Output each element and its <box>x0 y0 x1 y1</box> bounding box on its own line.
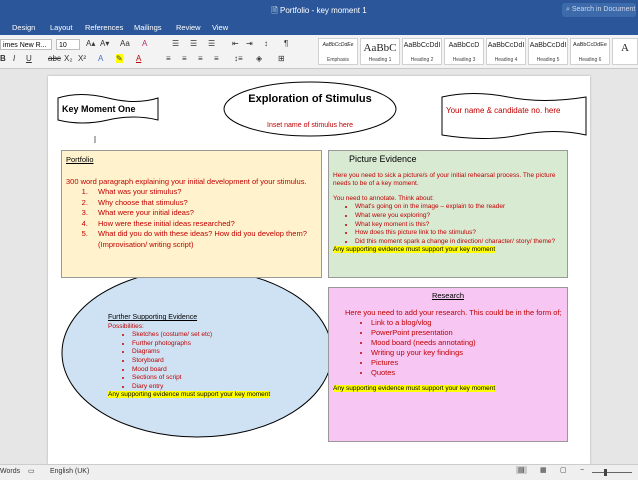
shading-icon[interactable]: ◈ <box>256 54 263 63</box>
tab-references[interactable]: References <box>85 23 124 32</box>
list-item: • Link to a blog/vlog <box>371 318 563 328</box>
underline-icon[interactable]: U <box>26 54 32 63</box>
text-effects-icon[interactable]: A <box>98 54 104 63</box>
list-item: • PowerPoint presentation <box>371 328 563 338</box>
document-page[interactable] <box>48 76 590 464</box>
zoom-out-icon[interactable]: − <box>580 467 585 474</box>
list-item: • What's going on in the image – explain to the reader <box>355 203 563 212</box>
tab-mailings[interactable]: Mailings <box>134 23 162 32</box>
research-footer: Any supporting evidence must support your key moment <box>333 385 496 392</box>
search-icon: ⌕ <box>566 6 570 13</box>
ribbon-toolbar <box>0 35 638 69</box>
title-bar <box>0 0 638 22</box>
picture-intro: Here you need to sick a picture/s of your initial rehearsal process. The picture needs to be of a key moment. <box>333 171 556 188</box>
picture-heading: Picture Evidence <box>349 154 417 164</box>
tab-layout[interactable]: Layout <box>50 23 73 32</box>
portfolio-list <box>66 187 317 250</box>
tab-review[interactable]: Review <box>176 23 201 32</box>
zoom-slider-handle[interactable] <box>604 469 607 476</box>
list-item: • What were you exploring? <box>355 212 563 221</box>
tab-view[interactable]: View <box>212 23 229 32</box>
stimulus-placeholder: Inset name of stimulus here <box>267 122 353 129</box>
research-bullets <box>333 318 563 378</box>
superscript-icon[interactable]: X² <box>78 54 86 63</box>
font-color-icon[interactable]: A <box>136 54 142 63</box>
picture-evidence-box[interactable] <box>328 150 568 278</box>
word-count[interactable]: Words <box>0 468 21 475</box>
list-item: • Did this moment spark a change in direction/ character/ story/ theme? <box>355 238 563 247</box>
banner-shape-right <box>442 94 586 139</box>
list-item: 4. How were these initial ideas researched? <box>90 219 317 230</box>
list-item: • Diagrams <box>132 348 288 357</box>
pilcrow-icon[interactable]: ¶ <box>284 39 289 48</box>
research-box[interactable] <box>328 287 568 442</box>
list-item: 3. What were your initial ideas? <box>90 208 317 219</box>
style-heading-1[interactable]: AaBbC Heading 1 <box>360 38 400 65</box>
print-layout-icon[interactable]: ▤ <box>518 467 525 474</box>
web-layout-icon[interactable]: ▦ <box>540 467 547 474</box>
portfolio-heading: Portfolio <box>66 155 94 164</box>
picture-annotate: You need to annotate. Think about: <box>333 194 434 202</box>
italic-icon[interactable]: I <box>13 54 16 63</box>
list-item: • Pictures <box>371 358 563 368</box>
name-placeholder: Your name & candidate no. here <box>446 106 561 115</box>
picture-footer: Any supporting evidence must support your key moment <box>333 246 496 254</box>
highlight-icon[interactable]: ✎ <box>116 54 123 63</box>
font-name-select[interactable]: imes New R... <box>0 39 52 50</box>
list-item: • Sketches (costume/ set etc) <box>132 331 288 340</box>
status-bar <box>0 464 638 480</box>
change-case-icon[interactable]: Aa <box>120 39 130 48</box>
further-sub: Possibilities: <box>108 322 144 330</box>
focus-mode-icon[interactable]: ▢ <box>560 467 567 474</box>
list-item: 1. What was your stimulus? <box>90 187 317 198</box>
list-item: • Diary entry <box>132 383 288 392</box>
list-item: • Writing up your key findings <box>371 348 563 358</box>
align-center-icon[interactable]: ≡ <box>182 54 187 63</box>
list-item: • What key moment is this? <box>355 221 563 230</box>
list-item: • Quotes <box>371 368 563 378</box>
list-item: • Further photographs <box>132 340 288 349</box>
numbering-icon[interactable]: ☰ <box>190 39 198 48</box>
further-footer: Any supporting evidence must support your key moment <box>108 391 271 399</box>
font-size-select[interactable]: 10 <box>56 39 80 50</box>
style-heading-2[interactable]: AaBbCcDdI Heading 2 <box>402 38 442 65</box>
search-box[interactable]: ⌕ Search in Document <box>562 3 636 17</box>
subscript-icon[interactable]: X₂ <box>64 54 73 63</box>
document-title: Exploration of Stimulus <box>248 93 372 105</box>
further-heading: Further Supporting Evidence <box>108 314 198 321</box>
ribbon-tabs <box>0 22 638 35</box>
align-right-icon[interactable]: ≡ <box>198 54 203 63</box>
list-item: • How does this picture link to the stimulus? <box>355 229 563 238</box>
list-item: • Sections of script <box>132 374 288 383</box>
list-item: • Mood board (needs annotating) <box>371 338 563 348</box>
portfolio-intro: 300 word paragraph explaining your initial development of your stimulus. <box>66 176 307 186</box>
bold-icon[interactable]: B <box>0 54 6 63</box>
research-intro: Here you need to add your research. This could be in the form of; <box>345 308 562 317</box>
portfolio-box[interactable] <box>61 150 322 278</box>
increase-indent-icon[interactable]: ⇥ <box>246 39 253 48</box>
research-heading: Research <box>431 291 465 300</box>
style-emphasis[interactable]: AaBbCcDdEe Emphasis <box>318 38 358 65</box>
shrink-font-icon[interactable]: A▾ <box>100 39 110 48</box>
proofing-icon[interactable]: ▭ <box>28 468 35 475</box>
list-item: • Mood board <box>132 366 288 375</box>
strikethrough-icon[interactable]: abc <box>48 54 61 63</box>
list-item: 2. Why choose that stimulus? <box>90 198 317 209</box>
style-heading-6[interactable]: AaBbCcDdEe Heading 6 <box>570 38 610 65</box>
decrease-indent-icon[interactable]: ⇤ <box>232 39 239 48</box>
list-item: • Storyboard <box>132 357 288 366</box>
tab-design[interactable]: Design <box>12 23 36 32</box>
align-left-icon[interactable]: ≡ <box>166 54 171 63</box>
multilevel-list-icon[interactable]: ☰ <box>208 39 216 48</box>
picture-bullets <box>333 203 563 246</box>
style-heading-5[interactable]: AaBbCcDdI Heading 5 <box>528 38 568 65</box>
style-heading-4[interactable]: AaBbCcDdI Heading 4 <box>486 38 526 65</box>
style-more[interactable]: A <box>612 38 638 65</box>
borders-icon[interactable]: ⊞ <box>278 54 285 63</box>
line-spacing-icon[interactable]: ↕≡ <box>234 54 243 63</box>
justify-icon[interactable]: ≡ <box>214 54 219 63</box>
grow-font-icon[interactable]: A▴ <box>86 39 96 48</box>
further-evidence-text[interactable] <box>108 314 288 400</box>
zoom-slider[interactable] <box>592 472 632 473</box>
further-bullets <box>108 331 288 391</box>
list-item: 5. What did you do with these ideas? How did you develop them? (Improvisation/ writing script) <box>90 229 317 250</box>
window-title: 🗎 Portfolio - key moment 1 <box>271 6 367 15</box>
key-moment-label: Key Moment One <box>62 104 136 114</box>
language-indicator[interactable]: English (UK) <box>50 468 90 475</box>
style-heading-3[interactable]: AaBbCcD Heading 3 <box>444 38 484 65</box>
document-icon: 🗎 <box>271 6 278 15</box>
sort-icon[interactable]: ↕ <box>264 39 268 48</box>
clear-format-icon[interactable]: A <box>142 39 148 48</box>
document-canvas <box>0 69 638 464</box>
bullets-icon[interactable]: ☰ <box>172 39 180 48</box>
